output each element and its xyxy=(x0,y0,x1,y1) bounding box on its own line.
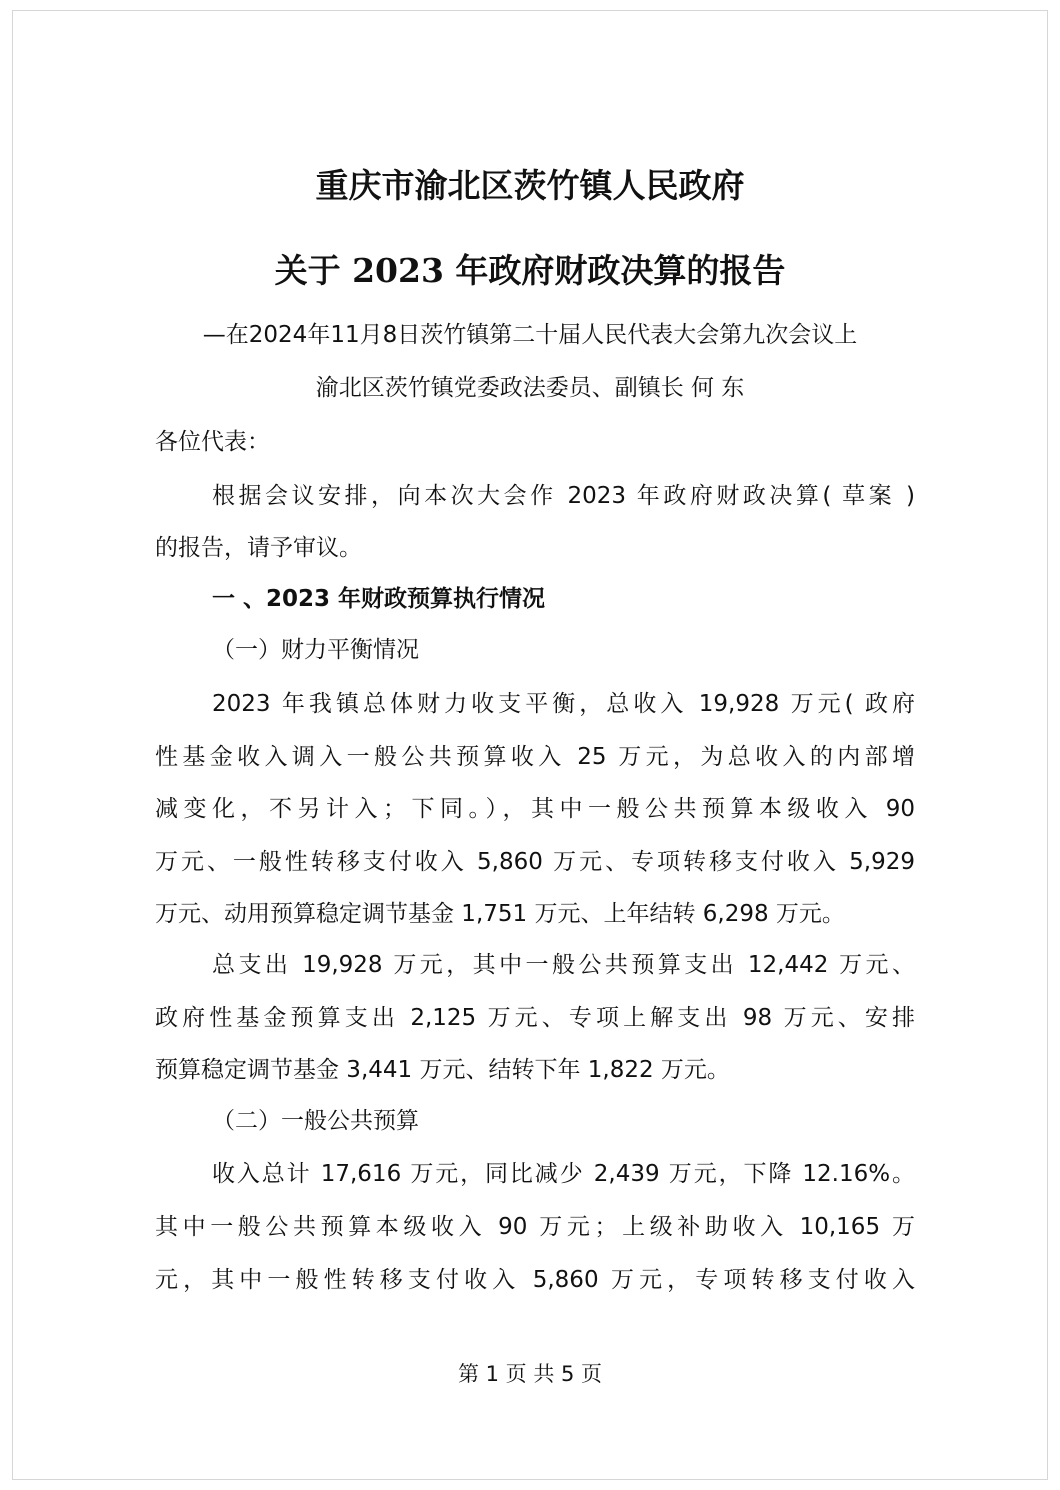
intro-line: 的报告，请予审议。 xyxy=(155,535,362,561)
paragraph-line: 总支出 19,928 万元，其中一般公共预算支出 12,442 万元、 xyxy=(212,952,915,978)
paragraph-line: 性基金收入调入一般公共预算收入 25 万元，为总收入的内部增 xyxy=(155,744,915,770)
paragraph-line: 2023 年我镇总体财力收支平衡，总收入 19,928 万元( 政府 xyxy=(212,691,915,717)
document-subtitle-speaker: 渝北区茨竹镇党委政法委员、副镇长 何 东 xyxy=(315,375,745,401)
document-title-line-2: 关于 2023 年政府财政决算的报告 xyxy=(274,251,786,290)
subsection-heading: （一）财力平衡情况 xyxy=(212,637,419,663)
paragraph-line: 万元、动用预算稳定调节基金 1,751 万元、上年结转 6,298 万元。 xyxy=(155,901,845,927)
paragraph-line: 万元、一般性转移支付收入 5,860 万元、专项转移支付收入 5,929 xyxy=(155,849,915,875)
intro-line: 根据会议安排，向本次大会作 2023 年政府财政决算( 草案 ) xyxy=(212,483,915,509)
page-number-footer: 第 1 页 共 5 页 xyxy=(457,1362,603,1386)
paragraph-line: 收入总计 17,616 万元，同比减少 2,439 万元，下降 12.16%。 xyxy=(212,1161,915,1187)
document-title-line-1: 重庆市渝北区茨竹镇人民政府 xyxy=(315,166,745,205)
paragraph-line: 政府性基金预算支出 2,125 万元、专项上解支出 98 万元、安排 xyxy=(155,1005,915,1031)
paragraph-line: 预算稳定调节基金 3,441 万元、结转下年 1,822 万元。 xyxy=(155,1057,730,1083)
subsection-heading: （二）一般公共预算 xyxy=(212,1108,419,1134)
paragraph-line: 元，其中一般性转移支付收入 5,860 万元，专项转移支付收入 xyxy=(155,1267,915,1293)
section-heading: 一 、2023 年财政预算执行情况 xyxy=(212,586,546,612)
paragraph-line: 其中一般公共预算本级收入 90 万元；上级补助收入 10,165 万 xyxy=(155,1214,915,1240)
paragraph-line: 减变化，不另计入；下同。），其中一般公共预算本级收入 90 xyxy=(155,796,915,822)
salutation: 各位代表： xyxy=(155,429,270,455)
document-subtitle-meeting: —在2024年11月8日茨竹镇第二十届人民代表大会第九次会议上 xyxy=(202,322,858,348)
